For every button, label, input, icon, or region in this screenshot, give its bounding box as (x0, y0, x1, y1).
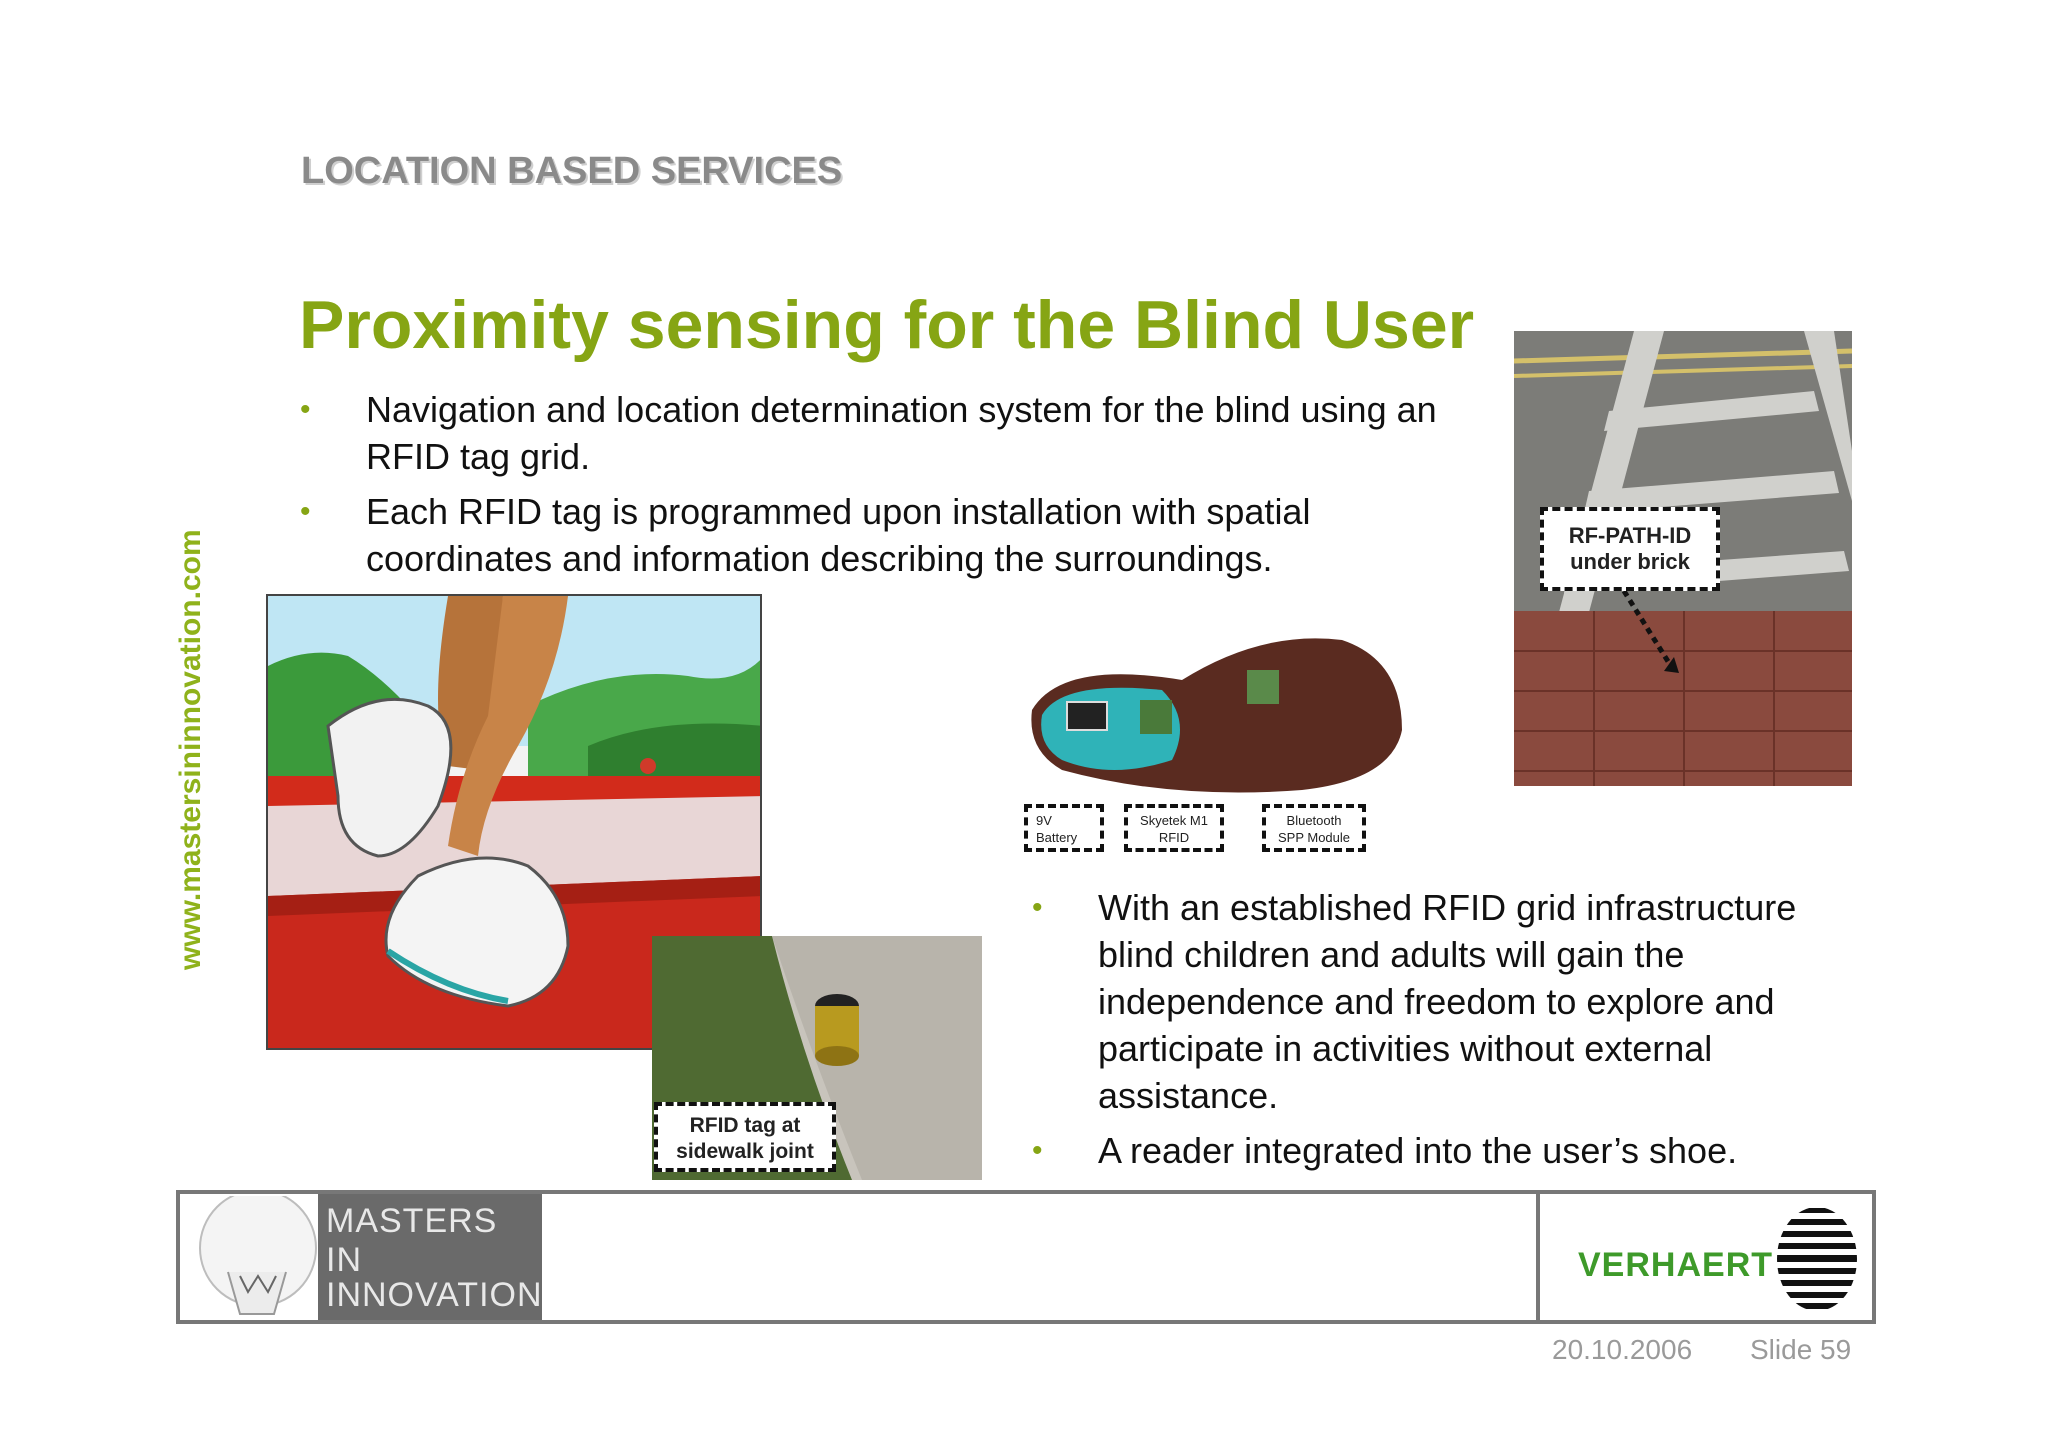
slide-title: Proximity sensing for the Blind User (299, 287, 1475, 363)
crosswalk-rfid-label: RF-PATH-ID under brick (1540, 507, 1720, 591)
slide-date: 20.10.2006 (1552, 1334, 1693, 1365)
company-name: VERHAERT (1578, 1246, 1774, 1284)
bullet-item: • Navigation and location determination system for the blind using an RFID tag grid. (300, 386, 1440, 480)
bullet-icon: • (1032, 1134, 1043, 1167)
sidewalk-rfid-label: RFID tag at sidewalk joint (654, 1102, 836, 1172)
section-title: LOCATION BASED SERVICES (301, 150, 843, 192)
bottom-bullet-list (1032, 884, 1872, 1182)
bullet-icon: • (300, 495, 311, 528)
sidewalk-rfid-photo (652, 936, 982, 1180)
bullet-icon: • (300, 393, 311, 426)
bullet-item: • With an established RFID grid infrastructure blind children and adults will gain the independence and freedom to explore and participate in activities without external assistance. (1032, 884, 1872, 1119)
bullet-item: • Each RFID tag is programmed upon installation with spatial coordinates and information describing the surroundings. (300, 488, 1440, 582)
rfid-shoe-photo (1022, 620, 1412, 860)
bullet-icon: • (1032, 891, 1043, 924)
masters-in-innovation-logo: MASTERS IN INNOVATION (318, 1194, 542, 1320)
rfid-module-label: Skyetek M1 RFID (1124, 804, 1224, 852)
top-bullet-list (300, 386, 1440, 590)
side-url: www.mastersininnovation.com (174, 529, 207, 970)
lightbulb-icon (182, 1196, 318, 1320)
footer-divider (1536, 1190, 1540, 1324)
bullet-item: • A reader integrated into the user’s shoe. (1032, 1127, 1872, 1174)
verhaert-logo-icon (1776, 1206, 1858, 1312)
battery-label: 9V Battery (1024, 804, 1104, 852)
bluetooth-module-label: Bluetooth SPP Module (1262, 804, 1366, 852)
slide-number: Slide 59 (1750, 1334, 1852, 1365)
crosswalk-photo (1514, 331, 1852, 786)
